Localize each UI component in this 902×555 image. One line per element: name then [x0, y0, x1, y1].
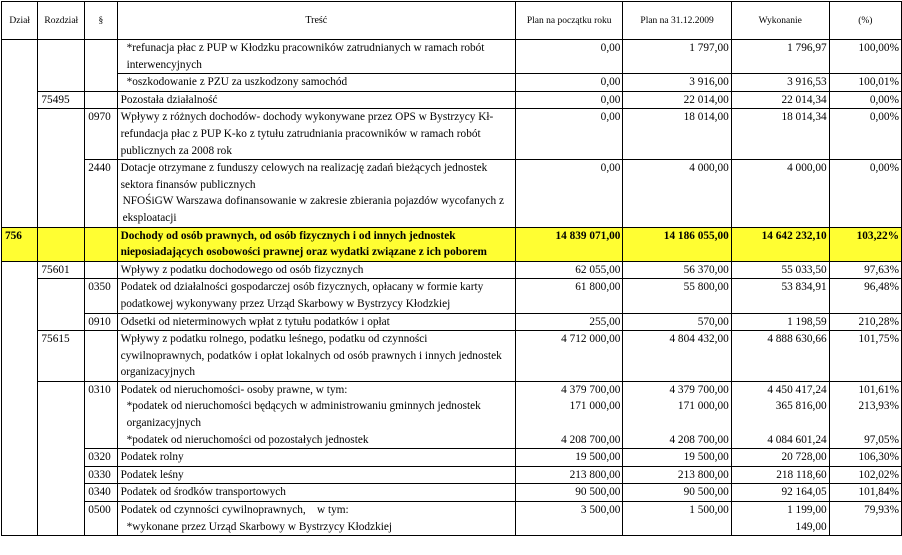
- plan-end-cell: 4 804 432,00: [623, 331, 731, 382]
- pct-cell: 100,01%: [829, 74, 901, 92]
- pct-cell: [829, 381, 901, 448]
- value-line-2: 149,00: [795, 520, 827, 533]
- value-gap: [832, 415, 899, 432]
- tresc-line-3: *podatek od nieruchomości od pozostałych jednostek: [126, 433, 369, 446]
- wykonanie-cell: 14 642 232,10: [731, 227, 829, 261]
- value-line-3: 4 208 700,00: [669, 433, 729, 446]
- tresc-text-2: NFOŚiGW Warszawa dofinansowanie w zakresie zbierania pojazdów wycofanych z eksploatacji: [122, 195, 504, 224]
- tresc-cell: Wpływy z podatku rolnego, podatku leśnego, podatku od czynności cywilnoprawnych, podatków i opłat lokalnych od osób prawnych i innych jednostek organizacyjnych: [117, 331, 515, 382]
- value-line-1: 4 379 700,00: [561, 383, 621, 396]
- value-gap: [625, 415, 728, 432]
- table-row: [2, 381, 902, 448]
- value-line-1: 101,61%: [858, 383, 899, 396]
- pct-cell: 96,48%: [829, 279, 901, 313]
- value-line-3: 97,05%: [864, 433, 899, 446]
- dzial-cell: 756: [2, 227, 38, 261]
- plan-start-cell: 14 839 071,00: [516, 227, 623, 261]
- plan-start-cell: 19 500,00: [516, 449, 623, 467]
- plan-end-cell: 3 916,00: [623, 74, 731, 92]
- paragraf-cell: 2440: [85, 160, 117, 227]
- plan-start-cell: 0,00: [516, 109, 623, 160]
- paragraf-cell: 0500: [85, 502, 117, 536]
- tresc-line-1: Podatek od czynności cywilnoprawnych, w tym:: [120, 504, 349, 517]
- wykonanie-cell: 55 033,50: [731, 261, 829, 279]
- header-wykonanie: Wykonanie: [731, 2, 829, 40]
- header-plan-end: Plan na 31.12.2009: [623, 2, 731, 40]
- header-rozdzial: Rozdział: [38, 2, 85, 40]
- wykonanie-cell: 4 888 630,66: [731, 331, 829, 382]
- plan-end-cell: 1 797,00: [623, 40, 731, 74]
- pct-cell: 0,00%: [829, 160, 901, 227]
- paragraf-cell: 0330: [85, 466, 117, 484]
- value-gap: [734, 415, 827, 432]
- plan-start-cell: 61 800,00: [516, 279, 623, 313]
- table-row: [2, 313, 902, 331]
- table-row: [2, 261, 902, 279]
- plan-end-cell: 14 186 055,00: [623, 227, 731, 261]
- pct-cell: 102,02%: [829, 466, 901, 484]
- paragraf-cell: 0970: [85, 109, 117, 160]
- rozdzial-cell: 75601: [38, 261, 85, 279]
- wykonanie-cell: 92 164,05: [731, 484, 829, 502]
- tresc-line-2: *podatek od nieruchomości będących w administrowaniu gminnych jednostek organizacyjnych: [126, 400, 481, 430]
- table-row-highlight: [2, 227, 902, 261]
- plan-start-cell: 4 712 000,00: [516, 331, 623, 382]
- plan-end-cell: 55 800,00: [623, 279, 731, 313]
- plan-end-cell: 4 000,00: [623, 160, 731, 227]
- wykonanie-cell: 1 198,59: [731, 313, 829, 331]
- tresc-cell: Pozostała działalność: [117, 91, 515, 109]
- value-line-2: 213,93%: [858, 400, 899, 413]
- tresc-cell: Podatek rolny: [117, 449, 515, 467]
- wykonanie-cell: 20 728,00: [731, 449, 829, 467]
- pct-cell: 210,28%: [829, 313, 901, 331]
- paragraf-cell-empty: [85, 227, 117, 261]
- value-line-3: 4 084 601,24: [767, 433, 827, 446]
- rozdzial-cell: 75615: [38, 331, 85, 382]
- budget-table: [1, 1, 902, 536]
- pct-cell: 106,30%: [829, 449, 901, 467]
- pct-cell: 101,75%: [829, 331, 901, 382]
- budget-table-sheet: [1, 1, 902, 536]
- header-tresc: Treść: [117, 2, 515, 40]
- plan-start-cell: 255,00: [516, 313, 623, 331]
- paragraf-cell: 0350: [85, 279, 117, 313]
- tresc-cell: Dochody od osób prawnych, od osób fizycznych i od innych jednostek nieposiadających osobowości prawnej oraz wydatki związane z ich poborem: [117, 227, 515, 261]
- value-line-2: 365 816,00: [775, 400, 827, 413]
- pct-cell: 0,00%: [829, 91, 901, 109]
- paragraf-cell: 0320: [85, 449, 117, 467]
- value-line-1: 1 199,00: [787, 504, 827, 517]
- header-pct: (%): [829, 2, 901, 40]
- tresc-cell: Podatek od działalności gospodarczej osób fizycznych, opłacany w formie karty podatkowej wykonywany przez Urząd Skarbowy w Bystrzycy Kłodzkiej: [117, 279, 515, 313]
- paragraf-cell: 0310: [85, 381, 117, 448]
- pct-cell: 101,84%: [829, 484, 901, 502]
- tresc-cell: Wpływy z podatku dochodowego od osób fizycznych: [117, 261, 515, 279]
- plan-end-cell: [623, 502, 731, 536]
- rozdzial-cell: 75495: [38, 91, 85, 109]
- table-row: [2, 466, 902, 484]
- wykonanie-cell: 18 014,34: [731, 109, 829, 160]
- table-row: [2, 484, 902, 502]
- tresc-cell: [117, 74, 515, 92]
- paragraf-cell: 0910: [85, 313, 117, 331]
- tresc-cell: [117, 160, 515, 227]
- plan-start-cell: 0,00: [516, 74, 623, 92]
- plan-start-cell: 90 500,00: [516, 484, 623, 502]
- table-row: [2, 279, 902, 313]
- plan-start-cell: 62 055,00: [516, 261, 623, 279]
- wykonanie-cell: [731, 502, 829, 536]
- header-dzial: Dział: [2, 2, 38, 40]
- paragraf-cell-empty: [85, 40, 117, 92]
- plan-start-cell: 0,00: [516, 91, 623, 109]
- table-row: [2, 449, 902, 467]
- tresc-line-1: Podatek od nieruchomości- osoby prawne, w tym:: [120, 383, 348, 396]
- tresc-text: *oszkodowanie z PZU za uszkodzony samochód: [126, 76, 348, 89]
- pct-cell: [829, 502, 901, 536]
- paragraf-cell-empty: [85, 91, 117, 109]
- header-row: [2, 2, 902, 40]
- plan-end-cell: 18 014,00: [623, 109, 731, 160]
- table-row: [2, 74, 902, 92]
- table-row: [2, 502, 902, 536]
- plan-end-cell: 570,00: [623, 313, 731, 331]
- pct-cell: 97,63%: [829, 261, 901, 279]
- value-line-1: 79,93%: [864, 504, 899, 517]
- wykonanie-cell: 53 834,91: [731, 279, 829, 313]
- paragraf-cell: 0340: [85, 484, 117, 502]
- table-row: [2, 91, 902, 109]
- tresc-text: Dotacje otrzymane z funduszy celowych na realizację zadań bieżących jednostek sektora finansów publicznych: [120, 162, 488, 191]
- rozdzial-cell-empty: [38, 40, 85, 92]
- tresc-cell: [117, 40, 515, 74]
- table-row: [2, 160, 902, 227]
- tresc-cell: Podatek leśny: [117, 466, 515, 484]
- table-row: [2, 40, 902, 74]
- tresc-cell: Wpływy z różnych dochodów- dochody wykonywane przez OPS w Bystrzycy Kł- refundacja płac z PUP K-ko z tytułu zatrudniania pracowników w ramach robót publicznych za 2008 rok: [117, 109, 515, 160]
- wykonanie-cell: 22 014,34: [731, 91, 829, 109]
- value-line-1: 3 500,00: [580, 504, 621, 517]
- tresc-text: *refunacja płac z PUP w Kłodzku pracowników zatrudnianych w ramach robót interwencyjnych: [126, 42, 485, 71]
- value-line-1: 4 379 700,00: [669, 383, 729, 396]
- rozdzial-cell-empty: [38, 381, 85, 535]
- value-line-2: 171 000,00: [677, 400, 729, 413]
- plan-end-cell: 90 500,00: [623, 484, 731, 502]
- pct-cell: 100,00%: [829, 40, 901, 74]
- plan-end-cell: [623, 381, 731, 448]
- pct-cell: 0,00%: [829, 109, 901, 160]
- plan-start-cell: [516, 502, 623, 536]
- rozdzial-cell-empty: [38, 109, 85, 227]
- plan-start-cell: 0,00: [516, 40, 623, 74]
- tresc-line-2: *wykonane przez Urząd Skarbowy w Bystrzycy Kłodzkiej: [126, 520, 393, 533]
- plan-end-cell: 19 500,00: [623, 449, 731, 467]
- value-line-1: 4 450 417,24: [767, 383, 827, 396]
- pct-cell: 103,22%: [829, 227, 901, 261]
- value-line-1: 1 500,00: [689, 504, 729, 517]
- tresc-cell: Podatek od środków transportowych: [117, 484, 515, 502]
- header-plan-start: Plan na początku roku: [516, 2, 623, 40]
- plan-start-cell: 0,00: [516, 160, 623, 227]
- plan-end-cell: 56 370,00: [623, 261, 731, 279]
- tresc-cell: [117, 502, 515, 536]
- tresc-cell: [117, 381, 515, 448]
- wykonanie-cell: 218 118,60: [731, 466, 829, 484]
- rozdzial-cell-empty: [38, 279, 85, 331]
- wykonanie-cell: [731, 381, 829, 448]
- plan-end-cell: 22 014,00: [623, 91, 731, 109]
- tresc-cell: Odsetki od nieterminowych wpłat z tytułu podatków i opłat: [117, 313, 515, 331]
- plan-start-cell: [516, 381, 623, 448]
- paragraf-cell-empty: [85, 261, 117, 279]
- plan-start-cell: 213 800,00: [516, 466, 623, 484]
- wykonanie-cell: 4 000,00: [731, 160, 829, 227]
- wykonanie-cell: 1 796,97: [731, 40, 829, 74]
- value-gap: [518, 415, 620, 432]
- table-row: [2, 109, 902, 160]
- rozdzial-cell-empty: [38, 227, 85, 261]
- dzial-cell-empty: [2, 40, 38, 228]
- wykonanie-cell: 3 916,53: [731, 74, 829, 92]
- table-row: [2, 331, 902, 382]
- dzial-cell-empty: [2, 261, 38, 536]
- value-line-3: 4 208 700,00: [561, 433, 621, 446]
- paragraf-cell-empty: [85, 331, 117, 382]
- value-line-2: 171 000,00: [569, 400, 621, 413]
- plan-end-cell: 213 800,00: [623, 466, 731, 484]
- header-paragraf: §: [85, 2, 117, 40]
